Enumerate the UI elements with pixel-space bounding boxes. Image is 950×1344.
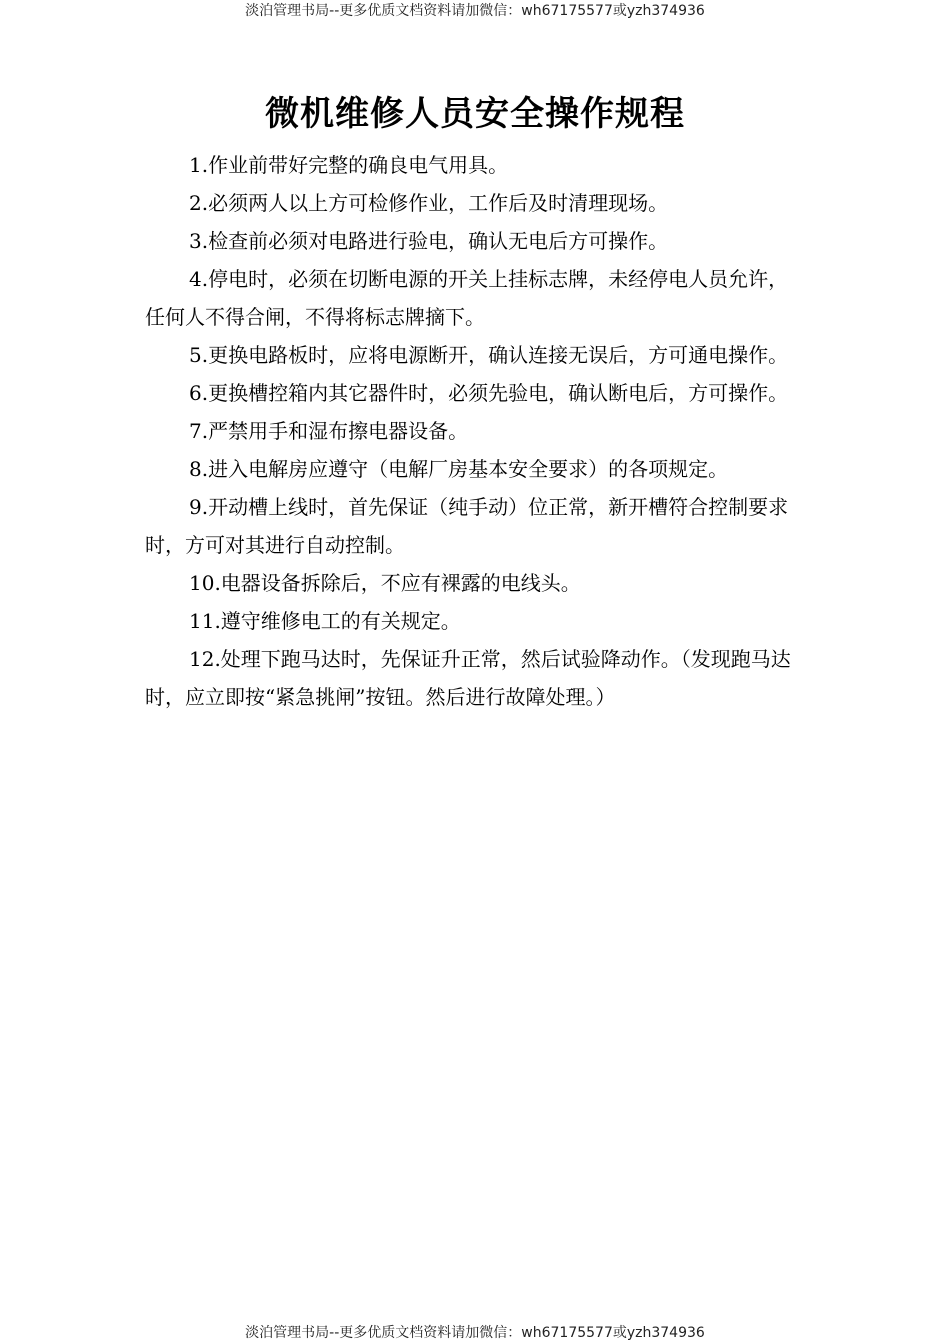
document-title: 微机维修人员安全操作规程 bbox=[265, 94, 685, 134]
rule-item-9: 9.开动槽上线时，首先保证（纯手动）位正常，新开槽符合控制要求时，方可对其进行自动控制。 bbox=[145, 495, 789, 557]
rule-item-10: 10.电器设备拆除后，不应有裸露的电线头。 bbox=[189, 571, 581, 595]
rule-item-8: 8.进入电解房应遵守（电解厂房基本安全要求）的各项规定。 bbox=[189, 457, 729, 481]
rule-item-11: 11.遵守维修电工的有关规定。 bbox=[189, 609, 461, 633]
rule-item-2: 2.必须两人以上方可检修作业，工作后及时清理现场。 bbox=[189, 191, 669, 215]
document-body bbox=[145, 146, 805, 716]
page-header: 淡泊管理书局--更多优质文档资料请加微信：wh67175577或yzh374936 bbox=[245, 3, 705, 19]
rule-item-12: 12.处理下跑马达时，先保证升正常，然后试验降动作。（发现跑马达时，应立即按“紧急挑闸”按钮。然后进行故障处理。） bbox=[145, 647, 791, 709]
rule-item-3: 3.检查前必须对电路进行验电，确认无电后方可操作。 bbox=[189, 229, 669, 253]
page-footer: 淡泊管理书局--更多优质文档资料请加微信：wh67175577或yzh374936 bbox=[245, 1325, 705, 1341]
rule-item-7: 7.严禁用手和湿布擦电器设备。 bbox=[189, 419, 469, 443]
rule-item-5: 5.更换电路板时，应将电源断开，确认连接无误后，方可通电操作。 bbox=[189, 343, 789, 367]
rule-item-6: 6.更换槽控箱内其它器件时，必须先验电，确认断电后，方可操作。 bbox=[189, 381, 789, 405]
rule-item-1: 1.作业前带好完整的确良电气用具。 bbox=[189, 153, 509, 177]
rule-item-4: 4.停电时，必须在切断电源的开关上挂标志牌，未经停电人员允许，任何人不得合闸，不得将标志牌摘下。 bbox=[145, 267, 789, 329]
